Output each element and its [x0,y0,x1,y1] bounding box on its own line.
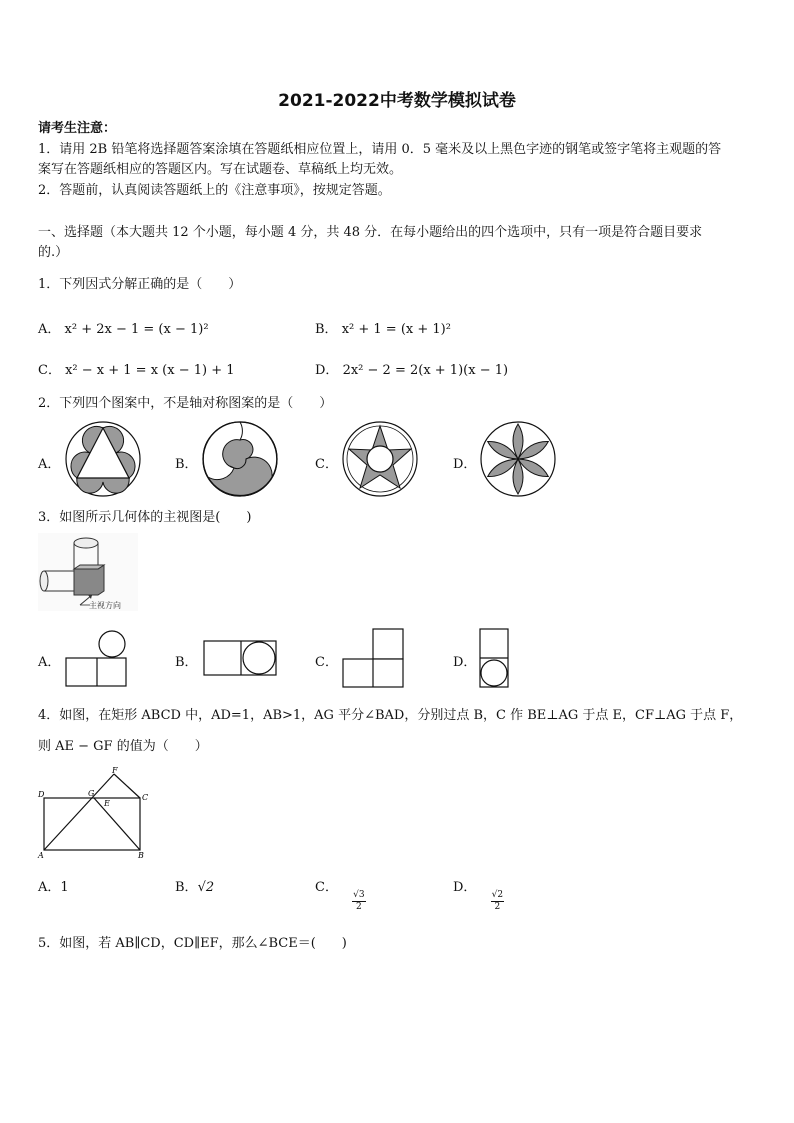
q4-option-c-fraction [352,890,365,913]
q4-option-c-label: C． [315,880,338,895]
q4-rectangle-figure [36,766,156,862]
q4-option-a[interactable] [38,876,69,895]
page-title: 2021-2022中考数学模拟试卷 [278,91,516,111]
q3-option-a-label[interactable]: A． [38,655,61,670]
q4-stem-line1: 4．如图，在矩形 ABCD 中，AD=1，AB>1，AG 平分∠BAD，分别过点 B，C 作 BE⊥AG 于点 E，CF⊥AG 于点 F， [38,708,743,723]
q1-option-b-label: B． [315,322,338,337]
q4-point-c: C [142,793,149,802]
q3-option-d-label[interactable]: D． [453,655,477,670]
q4-point-f: F [112,766,118,775]
q4-point-b: B [138,851,144,860]
q3-figure-c [341,627,405,689]
q1-option-a-expr: x² + 2x − 1 = (x − 1)² [64,322,209,337]
q4-option-c-denominator: 2 [355,902,362,912]
section1-line1: 一、选择题（本大题共 12 个小题，每小题 4 分，共 48 分．在每小题给出的四个选项中，只有一项是符合题目要求 [38,225,703,240]
notice-item1-line1: 1．请用 2B 铅笔将选择题答案涂填在答题纸相应位置上，请用 0．5 毫米及以上黑色字迹的钢笔或签字笔将主观题的答 [38,142,722,157]
q4-option-a-value: 1 [60,880,69,895]
notice-item2: 2．答题前，认真阅读答题纸上的《注意事项》，按规定答题。 [38,183,391,198]
q3-figure-a [64,630,128,688]
notice-heading: 请考生注意： [38,121,117,136]
notice-item1-line2: 案写在答题纸相应的答题区内。写在试题卷、草稿纸上均无效。 [38,162,403,177]
q4-option-d-numerator: √2 [491,890,504,900]
q1-option-c[interactable] [38,359,235,378]
q1-option-d-expr: 2x² − 2 = 2(x + 1)(x − 1) [342,363,509,378]
q2-figure-a [63,420,143,498]
q3-option-c-label[interactable]: C． [315,655,338,670]
q4-option-d-fraction [491,890,504,913]
q3-option-b-label[interactable]: B． [175,655,198,670]
q1-option-c-label: C． [38,363,61,378]
q3-stem: 3．如图所示几何体的主视图是( ) [38,510,252,525]
q4-option-c[interactable] [315,876,365,912]
q3-view-direction-label: 主视方向 [89,601,121,610]
q4-stem-line2: 则 AE − GF 的值为（ ） [38,739,208,754]
q1-option-b[interactable] [315,318,451,337]
q2-option-b-label[interactable]: B． [175,457,198,472]
q4-point-g: G [88,789,95,798]
q1-option-b-expr: x² + 1 = (x + 1)² [341,322,451,337]
q4-option-a-label: A． [38,880,61,895]
q2-figure-c [340,420,420,498]
q2-stem: 2．下列四个图案中，不是轴对称图案的是（ ） [38,396,333,411]
q3-figure-b [203,640,279,678]
q2-option-c-label[interactable]: C． [315,457,338,472]
q2-option-d-label[interactable]: D． [453,457,477,472]
q4-option-d-label: D． [453,880,477,895]
q4-option-c-numerator: √3 [353,890,365,900]
q2-figure-d [478,420,558,498]
q1-option-d-label: D． [315,363,339,378]
q4-option-d[interactable] [453,876,504,912]
section1-line2: 的.） [38,245,69,260]
q4-point-d: D [38,790,45,799]
q4-option-b-value: √2 [197,880,215,895]
q2-figure-b [200,420,280,498]
q4-option-d-denominator: 2 [494,902,501,912]
q3-figure-d [478,627,512,689]
q1-option-d[interactable] [315,359,508,378]
q4-option-b-label: B． [175,880,198,895]
q2-option-a-label[interactable]: A． [38,457,61,472]
q4-point-e: E [104,799,110,808]
q4-option-b[interactable] [175,876,214,895]
q1-stem: 1．下列因式分解正确的是（ ） [38,277,242,292]
q1-option-c-expr: x² − x + 1 = x (x − 1) + 1 [65,363,235,378]
q1-option-a-label: A． [38,322,61,337]
q5-stem: 5．如图，若 AB∥CD，CD∥EF，那么∠BCE＝( ) [38,936,347,951]
q1-option-a[interactable] [38,318,209,337]
q4-point-a: A [38,851,44,860]
